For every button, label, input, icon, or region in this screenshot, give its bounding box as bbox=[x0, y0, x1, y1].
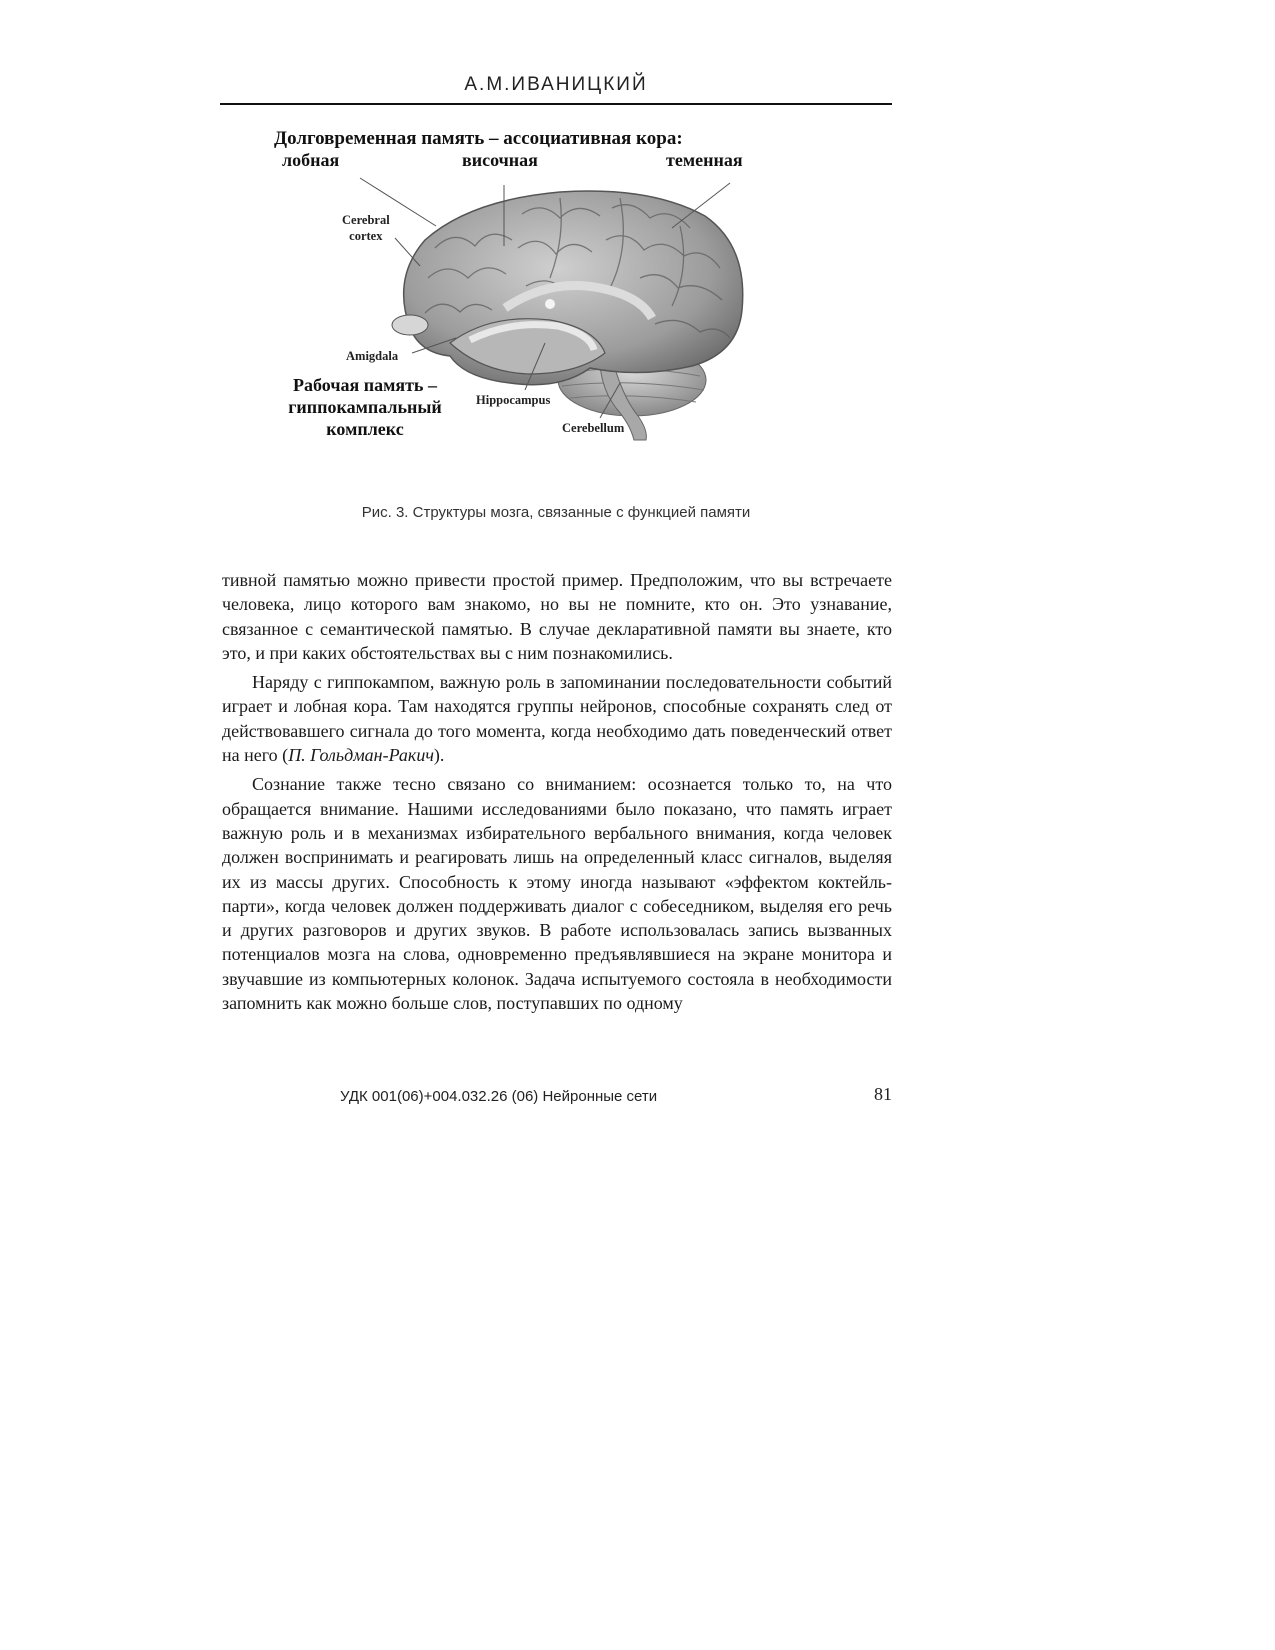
working-memory-line3: комплекс bbox=[326, 419, 404, 439]
lobe-frontal-label: лобная bbox=[282, 150, 340, 170]
working-memory-line2: гиппокампальный bbox=[288, 397, 442, 417]
paragraph-2-text: Наряду с гиппокампом, важную роль в запоминании последовательности событий играет и лобная кора. Там находятся группы нейронов, способные сохранять след от действовавшего сигнала до того момента, когда необходимо дать поведенческий ответ на него ( bbox=[222, 672, 892, 766]
paragraph-2-end: ). bbox=[433, 745, 445, 766]
hippocampus-label: Hippocampus bbox=[476, 393, 551, 407]
cerebral-cortex-line1: Cerebral bbox=[342, 213, 390, 227]
brain-figure bbox=[260, 128, 860, 468]
lobe-temporal-label: височная bbox=[462, 150, 538, 170]
cerebral-cortex-label bbox=[342, 212, 390, 244]
cerebellum-label: Cerebellum bbox=[562, 421, 625, 435]
running-header: А.М.ИВАНИЦКИЙ bbox=[464, 74, 648, 95]
header-rule bbox=[220, 103, 892, 105]
page-number: 81 bbox=[874, 1084, 892, 1104]
paragraph-3: Сознание также тесно связано со вниманием: осознается только то, на что обращается внимание. Нашими исследованиями было показано, что память играет важную роль и в механизмах избирательного вербального внимания, когда человек должен воспринимать и реагировать лишь на определенный класс сигналов, выделяя их из массы других. Способность к этому иногда называют «эффектом коктейль-парти», когда человек должен поддерживать диалог с собеседником, выделяя его речь и других разговоров и других звуков. В работе использовалась запись вызванных потенциалов мозга на слова, одновременно предъявлявшиеся на экране монитора и звучавшие из компьютерных колонок. Задача испытуемого состояла в необходимости запомнить как можно больше слов, поступавших по одному bbox=[222, 774, 892, 1014]
figure-title-line: Долговременная память – ассоциативная кора: bbox=[274, 128, 683, 149]
working-memory-label bbox=[260, 374, 470, 440]
paragraph-1: тивной памятью можно привести простой пример. Предположим, что вы встречаете человека, лицо которого вам знакомо, но вы не помните, кто он. Это узнавание, связанное с семантической памятью. В случае декларативной памяти вы знаете, кто это, и при каких обстоятельствах вы с ним познакомились. bbox=[222, 570, 892, 663]
body-text bbox=[222, 568, 892, 1020]
figure-caption: Рис. 3. Структуры мозга, связанные с функцией памяти bbox=[361, 504, 751, 521]
working-memory-line1: Рабочая память – bbox=[293, 375, 437, 395]
cerebral-cortex-line2: cortex bbox=[349, 229, 383, 243]
amigdala-label: Amigdala bbox=[346, 349, 399, 363]
footer-udk: УДК 001(06)+004.032.26 (06) Нейронные сети bbox=[340, 1088, 658, 1105]
paragraph-2 bbox=[222, 670, 892, 767]
citation-reference: П. Гольдман-Ракич bbox=[288, 745, 434, 766]
lobe-parietal-label: теменная bbox=[666, 150, 743, 170]
olfactory-shape bbox=[392, 315, 428, 335]
